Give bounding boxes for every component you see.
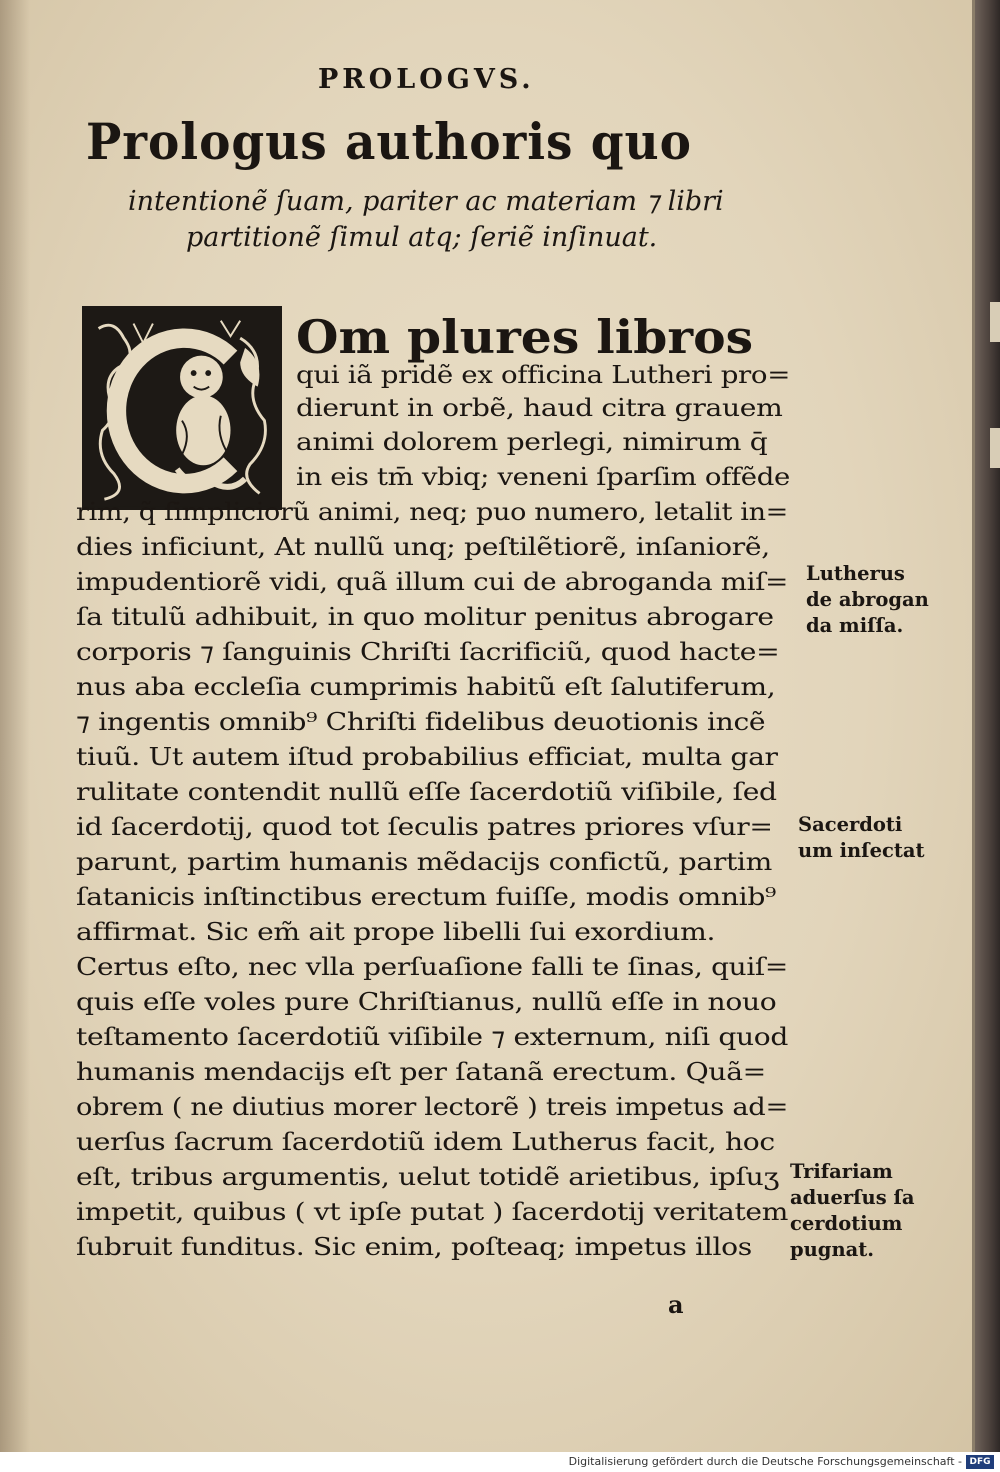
body-line: humanis mendacijs eſt per ſatanã erectum. Quã= (76, 1057, 766, 1086)
body-line: qui iã pridẽ ex officina Lutheri pro= (296, 360, 790, 389)
body-line: dies inficiunt, At nullũ unq; peſtilẽtiorẽ, inſaniorẽ, (76, 532, 770, 561)
body-line: impetit, quibus ( vt ipſe putat ) ſacerdotij veritatem (76, 1197, 788, 1226)
body-line: parunt, partim humanis mẽdacijs confictũ, partim (76, 847, 772, 876)
body-line: quis eſſe voles pure Chriſtianus, nullũ eſſe in nouo (76, 987, 777, 1016)
body-line: ⁊ ingentis omnib⁹ Chriſti fidelibus deuotionis incẽ (76, 707, 766, 736)
dfg-logo: DFG (966, 1455, 994, 1469)
prologue-title: Prologus authoris quo (86, 112, 692, 171)
bookmark-tab (990, 302, 1000, 342)
footer-bar (0, 1452, 1000, 1472)
prologue-subtitle-line-2: partitionẽ ſimul atq; ſeriẽ inſinuat. (186, 222, 658, 253)
marginal-note-line: pugnat. (790, 1238, 875, 1261)
page-edge (975, 0, 1000, 1452)
body-line: teſtamento ſacerdotiũ viſibile ⁊ externum, niſi quod (76, 1022, 788, 1051)
body-line: ſatanicis inſtinctibus erectum fuiſſe, modis omnib⁹ (76, 882, 776, 911)
prologue-subtitle-line-1: intentionẽ ſuam, pariter ac materiam ⁊ libri (128, 186, 724, 217)
marginal-note-line: um inſectat (798, 839, 925, 862)
body-line: in eis tm̄ vbiq; veneni ſparſim offẽde (296, 462, 790, 491)
body-line: ſa titulũ adhibuit, in quo molitur penitus abrogare (76, 602, 774, 631)
body-line: rulitate contendit nullũ eſſe ſacerdotiũ viſibile, ſed (76, 777, 777, 806)
body-line: uerſus ſacrum ſacerdotiũ idem Lutherus facit, hoc (76, 1127, 775, 1156)
body-line: affirmat. Sic em̃ ait prope libelli ſui exordium. (76, 917, 716, 946)
body-line: eſt, tribus argumentis, uelut totidẽ arietibus, ipſuʒ (76, 1162, 780, 1191)
incipit-line: Om plures libros (296, 310, 754, 364)
marginal-note-line: Sacerdoti (798, 813, 903, 836)
marginal-note-line: da miſſa. (806, 614, 904, 637)
body-line: nus aba eccleſia cumprimis habitũ eſt ſalutiferum, (76, 672, 776, 701)
body-line: animi dolorem perlegi, nimirum q̄ (296, 427, 768, 456)
body-line: obrem ( ne diutius morer lectorẽ ) treis impetus ad= (76, 1092, 788, 1121)
signature-mark: a (668, 1290, 684, 1319)
marginal-note-line: Trifariam (790, 1160, 893, 1183)
decorated-initial-woodcut (85, 309, 279, 507)
bookmark-tab (990, 428, 1000, 468)
running-head: PROLOGVS. (318, 64, 535, 95)
body-line: tiuũ. Ut autem iſtud probabilius efficiat, multa gar (76, 742, 778, 771)
body-line: ſubruit funditus. Sic enim, poſteaq; impetus illos (76, 1232, 752, 1261)
marginal-note-line: cerdotium (790, 1212, 903, 1235)
body-line: impudentiorẽ vidi, quã illum cui de abroganda miſ= (76, 567, 788, 596)
marginal-note-line: de abrogan (806, 588, 929, 611)
marginal-note-line: Lutherus (806, 562, 905, 585)
body-line: corporis ⁊ ſanguinis Chriſti ſacrificiũ, quod hacte= (76, 637, 780, 666)
body-line: dierunt in orbẽ, haud citra grauem (296, 393, 783, 422)
marginal-note-line: aduerſus ſa (790, 1186, 915, 1209)
body-line: rim, q̃ ſimpliciorũ animi, neq; puo numero, letalit in= (76, 497, 788, 526)
body-line: Certus eſto, nec vlla perſuaſione falli te ſinas, quiſ= (76, 952, 788, 981)
decorated-initial (82, 306, 282, 510)
body-line: id ſacerdotij, quod tot ſeculis patres priores vſur= (76, 812, 773, 841)
footer-credit: Digitalisierung gefördert durch die Deutsche Forschungsgemeinschaft - (568, 1455, 962, 1468)
